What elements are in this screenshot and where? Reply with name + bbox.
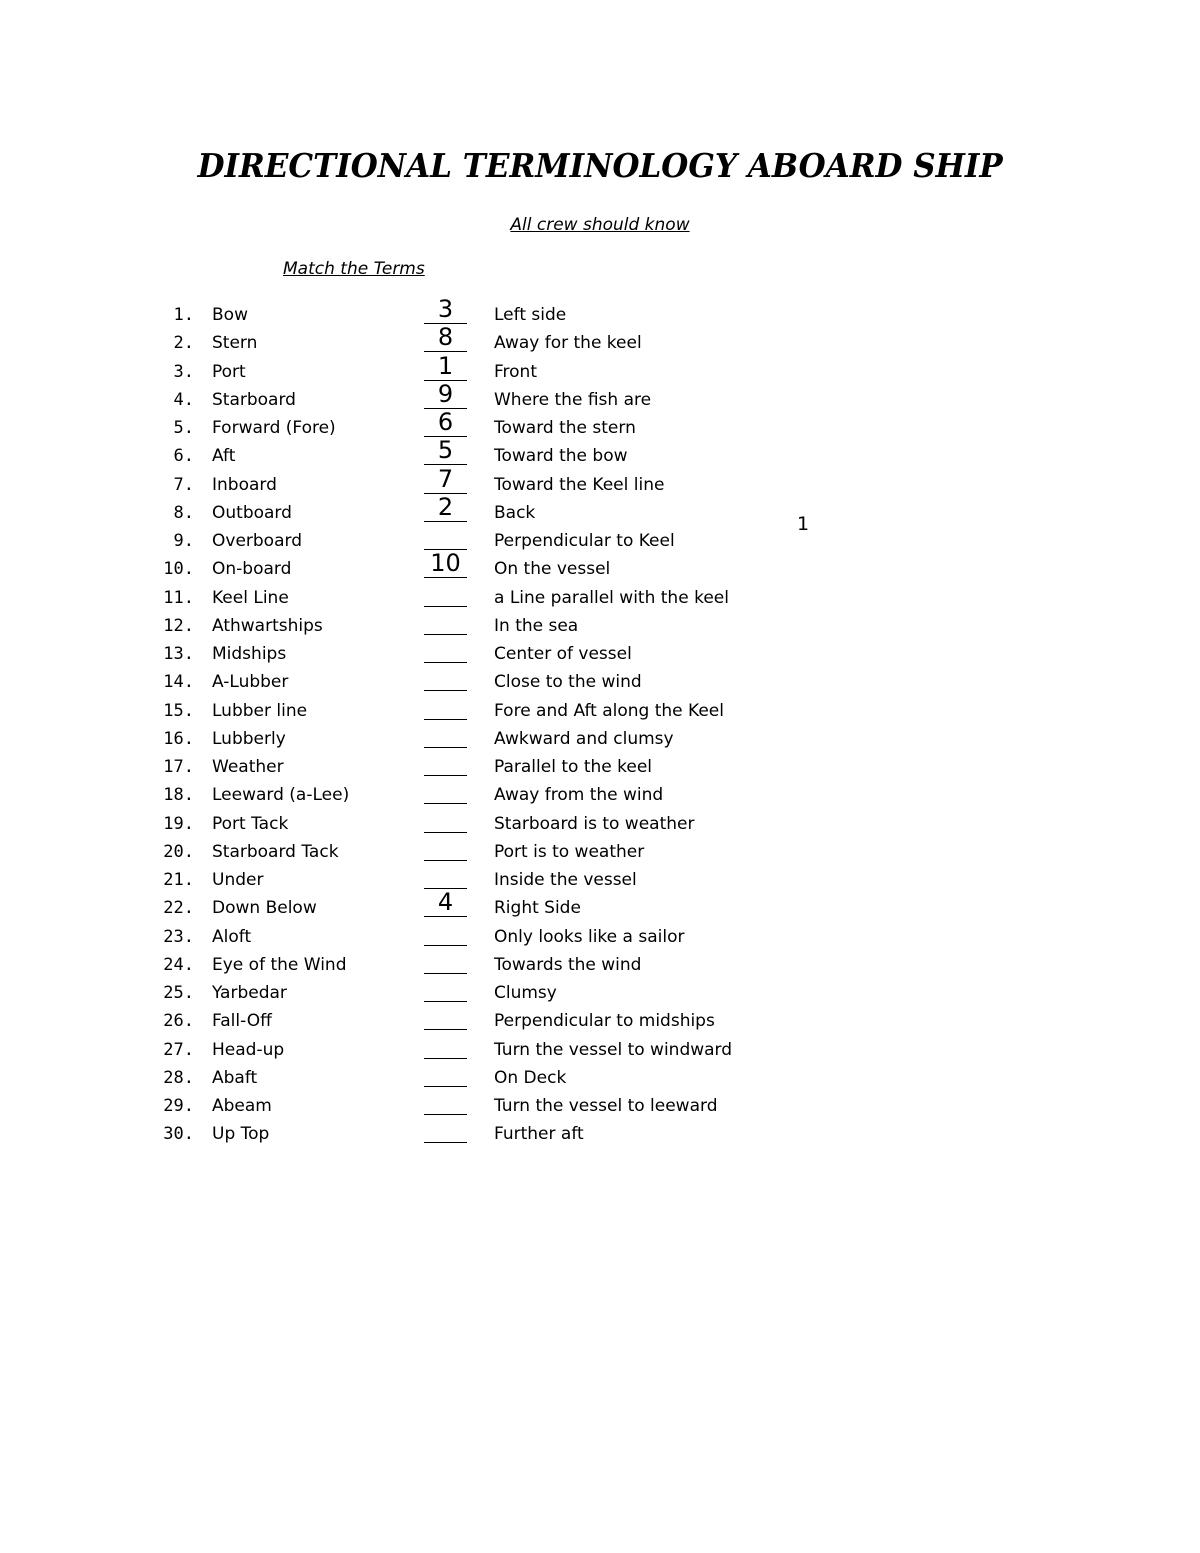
section-heading: Match the Terms (283, 259, 425, 279)
item-number: 26. (163, 1011, 194, 1032)
item-term: Weather (212, 757, 284, 777)
list-item (0, 295, 1200, 329)
item-number: 28. (163, 1067, 194, 1088)
list-item (0, 838, 1200, 866)
item-definition: Center of vessel (494, 644, 632, 664)
item-number: 16. (163, 728, 194, 749)
item-number: 8. (173, 502, 194, 523)
answer-blank[interactable] (424, 690, 467, 691)
page-title: DIRECTIONAL TERMINOLOGY ABOARD SHIP (197, 146, 1003, 185)
answer-blank[interactable] (424, 775, 467, 776)
item-number: 21. (163, 870, 194, 890)
item-term: Eye of the Wind (212, 954, 347, 975)
answer-blank[interactable] (424, 803, 467, 804)
answer-blank[interactable] (424, 916, 467, 917)
item-term: Head-up (212, 1039, 285, 1060)
item-number: 4. (173, 389, 194, 410)
item-number: 14. (163, 672, 194, 693)
item-number: 9. (173, 531, 194, 551)
list-item (0, 668, 1200, 696)
answer-blank[interactable] (424, 1058, 467, 1059)
answer-blank[interactable] (424, 719, 467, 720)
item-number: 6. (173, 446, 194, 467)
item-number: 24. (163, 954, 194, 975)
list-item (0, 781, 1200, 809)
handwritten-answer: 6 (437, 408, 454, 436)
item-definition: Inside the vessel (494, 870, 637, 890)
item-definition: Perpendicular to Keel (494, 531, 675, 551)
list-item (0, 492, 1200, 527)
item-term: A-Lubber (212, 672, 289, 693)
item-definition: Towards the wind (494, 954, 642, 975)
item-definition: Where the fish are (494, 389, 652, 410)
item-definition: Away for the keel (494, 333, 642, 354)
answer-blank[interactable] (424, 662, 467, 663)
item-number: 25. (163, 983, 194, 1003)
item-number: 23. (163, 926, 194, 947)
list-item (0, 1092, 1200, 1120)
item-definition: Awkward and clumsy (494, 728, 674, 749)
item-definition: Toward the Keel line (494, 474, 665, 495)
handwritten-answer: 9 (437, 379, 454, 408)
item-number: 15. (163, 700, 194, 721)
item-definition: Further aft (494, 1124, 584, 1145)
item-definition: Clumsy (494, 983, 557, 1003)
item-number: 12. (163, 615, 194, 636)
answer-blank[interactable] (424, 1142, 467, 1143)
list-item (0, 351, 1200, 386)
list-item (0, 725, 1200, 753)
list-item (0, 951, 1200, 979)
item-term: Bow (212, 305, 248, 325)
list-item (0, 549, 1200, 583)
item-definition: Fore and Aft along the Keel (494, 700, 724, 721)
item-term: Stern (212, 333, 258, 354)
item-definition: Only looks like a sailor (494, 926, 685, 947)
item-number: 22. (163, 898, 194, 919)
list-item (0, 753, 1200, 781)
item-definition: Turn the vessel to windward (494, 1039, 733, 1060)
item-definition: Close to the wind (494, 672, 642, 693)
list-item (0, 1064, 1200, 1092)
item-definition: Away from the wind (494, 785, 664, 806)
answer-blank[interactable] (424, 860, 467, 861)
item-number: 1. (173, 305, 194, 325)
item-number: 30. (163, 1124, 194, 1145)
answer-blank[interactable] (424, 973, 467, 974)
item-definition: Left side (494, 305, 567, 325)
answer-blank[interactable] (424, 1114, 467, 1115)
handwritten-answer: 4 (437, 888, 454, 917)
item-number: 20. (163, 841, 194, 862)
item-number: 7. (173, 474, 194, 495)
list-item (0, 379, 1200, 414)
list-item (0, 923, 1200, 951)
item-term: Aft (212, 446, 236, 467)
answer-blank[interactable] (424, 832, 467, 833)
list-item (0, 584, 1200, 612)
item-number: 2. (173, 333, 194, 354)
item-definition: a Line parallel with the keel (494, 587, 729, 608)
handwritten-answer: 7 (437, 464, 454, 493)
item-definition: Right Side (494, 898, 581, 919)
item-number: 19. (163, 813, 194, 834)
answer-blank[interactable] (424, 747, 467, 748)
subtitle: All crew should know (510, 215, 690, 235)
item-definition: In the sea (494, 615, 579, 636)
item-term: Under (212, 870, 264, 890)
answer-blank[interactable] (424, 521, 467, 522)
list-item (0, 697, 1200, 725)
item-term: Overboard (212, 531, 302, 551)
item-definition: Turn the vessel to leeward (494, 1096, 718, 1116)
item-number: 11. (163, 587, 194, 608)
answer-blank[interactable] (424, 606, 467, 607)
item-definition: On the vessel (494, 559, 611, 580)
item-term: Starboard (212, 389, 296, 410)
answer-blank[interactable] (424, 945, 467, 946)
list-item (0, 612, 1200, 640)
item-number: 13. (163, 644, 194, 664)
item-term: Outboard (212, 502, 292, 523)
item-number: 27. (163, 1039, 194, 1060)
list-item (0, 464, 1200, 499)
handwritten-answer: 5 (437, 436, 454, 465)
item-definition: Front (494, 361, 537, 382)
item-term: Abeam (212, 1096, 272, 1116)
item-term: Port Tack (212, 813, 289, 834)
list-item (0, 1007, 1200, 1035)
item-term: Forward (Fore) (212, 418, 336, 438)
list-item (0, 1120, 1200, 1148)
handwritten-answer: 3 (437, 295, 454, 323)
answer-blank[interactable] (424, 577, 467, 578)
handwritten-answer: 1 (437, 351, 454, 380)
item-number: 3. (173, 361, 194, 382)
item-definition: Toward the bow (494, 446, 628, 467)
item-number: 5. (173, 418, 194, 438)
list-item (0, 323, 1200, 357)
item-definition: Back (494, 502, 536, 523)
item-term: Keel Line (212, 587, 289, 608)
item-term: Starboard Tack (212, 841, 339, 862)
handwritten-answer: 2 (437, 492, 454, 521)
page-number: 1 (797, 513, 810, 535)
item-number: 10. (163, 559, 194, 580)
item-definition: Toward the stern (494, 418, 636, 438)
item-number: 17. (163, 757, 194, 777)
answer-blank[interactable] (424, 1001, 467, 1002)
item-term: Aloft (212, 926, 252, 947)
item-term: Yarbedar (212, 983, 287, 1003)
item-definition: Port is to weather (494, 841, 645, 862)
item-definition: On Deck (494, 1067, 567, 1088)
answer-blank[interactable] (424, 1029, 467, 1030)
list-item (0, 1036, 1200, 1064)
item-term: Athwartships (212, 615, 323, 636)
list-item (0, 866, 1200, 894)
list-item (0, 888, 1200, 922)
item-term: On-board (212, 559, 292, 580)
item-term: Lubber line (212, 700, 308, 721)
list-item (0, 979, 1200, 1007)
item-term: Fall-Off (212, 1011, 272, 1032)
list-item (0, 640, 1200, 668)
list-item (0, 436, 1200, 470)
list-item (0, 527, 1200, 555)
handwritten-answer: 8 (437, 323, 454, 352)
item-number: 29. (163, 1096, 194, 1116)
answer-blank[interactable] (424, 634, 467, 635)
handwritten-answer: 10 (430, 549, 461, 578)
list-item (0, 810, 1200, 838)
item-term: Down Below (212, 898, 317, 919)
list-item (0, 408, 1200, 442)
item-term: Up Top (212, 1124, 270, 1145)
item-term: Leeward (a-Lee) (212, 785, 350, 806)
item-definition: Starboard is to weather (494, 813, 695, 834)
item-term: Port (212, 361, 246, 382)
item-definition: Perpendicular to midships (494, 1011, 715, 1032)
answer-blank[interactable] (424, 1086, 467, 1087)
item-term: Lubberly (212, 728, 286, 749)
item-number: 18. (163, 785, 194, 806)
item-term: Abaft (212, 1067, 258, 1088)
item-definition: Parallel to the keel (494, 757, 652, 777)
item-term: Inboard (212, 474, 277, 495)
item-term: Midships (212, 644, 287, 664)
